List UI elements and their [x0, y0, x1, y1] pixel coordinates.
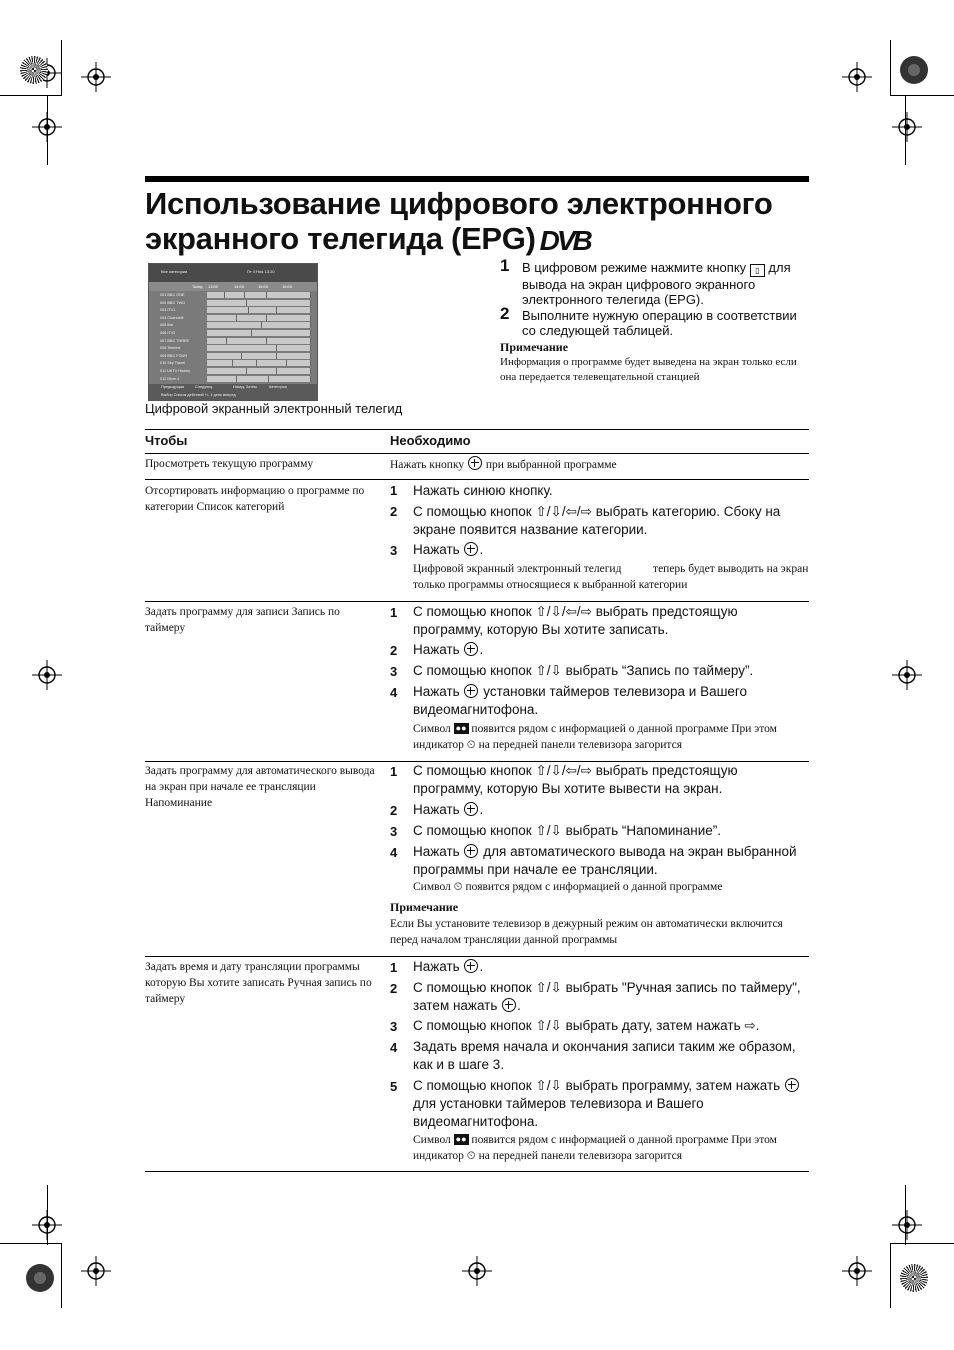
- epg-program-cell: [207, 300, 247, 306]
- text: появится рядом с информацией о данной программе При этом индикатор: [413, 1134, 777, 1162]
- epg-header: [149, 264, 317, 282]
- text: Нажать: [413, 959, 460, 974]
- step-text: [413, 843, 809, 879]
- step-text: С помощью кнопок ⇧/⇩ выбрать дату, затем нажать ⇨.: [413, 1018, 760, 1033]
- epg-program-cell: [247, 368, 277, 374]
- step-text: для вывода на экран цифрового экранного электронного телегида (EPG).: [522, 260, 791, 307]
- step-number: 2: [390, 643, 398, 658]
- step-number: 4: [390, 685, 398, 700]
- step-text: Нажать синюю кнопку.: [413, 483, 553, 498]
- epg-program-cell: [225, 292, 245, 298]
- note-text: Если Вы установите телевизор в дежурный режим он автоматически включится перед началом трансляции данной программы: [390, 918, 783, 946]
- step-number: 5: [390, 1079, 398, 1094]
- record-symbol-icon: ●●: [455, 1134, 467, 1144]
- text: Символ: [413, 1134, 451, 1146]
- text: при выбранной программе: [485, 459, 617, 471]
- step-text: Задать время начала и окончания записи таким же образом, как и в шаге 3.: [413, 1039, 796, 1072]
- note-heading: Примечание: [500, 340, 569, 354]
- epg-time-row: [149, 282, 317, 291]
- epg-channel-row: [149, 345, 317, 352]
- epg-channel-name: 011 UKTV History: [160, 369, 191, 373]
- text: Нажать: [413, 642, 460, 657]
- epg-category-btn: Категория: [269, 385, 287, 389]
- intro-step-1: [522, 260, 812, 307]
- figure-caption: Цифровой экранный электронный телегид: [145, 401, 403, 416]
- epg-program-cell: [262, 322, 311, 328]
- step-subtext: [413, 721, 809, 753]
- table-header-action: Необходимо: [390, 433, 471, 448]
- epg-today: Today: [192, 284, 203, 289]
- step-number: 3: [390, 824, 398, 839]
- table-rule: [145, 479, 809, 480]
- ok-button-icon: [468, 456, 482, 470]
- ok-button-icon: [502, 998, 516, 1012]
- epg-footer: [149, 384, 317, 400]
- color-bar-rosette: [26, 1264, 54, 1292]
- registration-mark: [842, 1256, 872, 1286]
- epg-program-cell: [267, 338, 311, 344]
- text: С помощью кнопок ⇧/⇩ выбрать программу, затем нажать: [413, 1078, 781, 1093]
- registration-mark: [462, 1256, 492, 1286]
- epg-program-cell: [207, 307, 249, 313]
- epg-program-cell: [247, 300, 311, 306]
- step-number: 3: [390, 664, 398, 679]
- registration-mark: [892, 660, 922, 690]
- row-goal: Задать программу для автоматического вывода на экран при начале ее трансляции Напоминание: [145, 765, 375, 809]
- step-text: С помощью кнопок ⇧/⇩ выбрать “Напоминание”.: [413, 823, 721, 838]
- guide-button-icon: ▯: [750, 264, 765, 277]
- epg-select-line: Выбор Список действий +/- 1 день вперед: [161, 393, 236, 397]
- text: появится рядом с информацией о данной программе При этом индикатор: [413, 723, 777, 751]
- step-text: В цифровом режиме нажмите кнопку: [522, 260, 747, 275]
- step-subtext: [413, 1132, 809, 1164]
- step-text: Нажать .: [413, 642, 484, 657]
- epg-program-cell: [207, 368, 247, 374]
- table-rule: [145, 956, 809, 957]
- ok-button-icon: [464, 802, 478, 816]
- epg-category: Все категории: [161, 269, 188, 274]
- epg-program-cell: [207, 322, 262, 328]
- epg-channel-row: [149, 360, 317, 367]
- epg-program-cell: [277, 368, 311, 374]
- color-bar-rosette: [900, 1264, 928, 1292]
- epg-channel-name: 004 Channel4: [160, 315, 184, 320]
- epg-program-cell: [207, 353, 242, 359]
- text: Нажать: [413, 844, 460, 859]
- step-text: С помощью кнопок ⇧/⇩ выбрать “Запись по таймеру”.: [413, 663, 754, 678]
- text: С помощью кнопок ⇧/⇩ выбрать "Ручная запись по таймеру", затем нажать: [413, 980, 801, 1013]
- step-number: 2: [390, 981, 398, 996]
- text: теперь будет выводить на экран только программы относящиеся к выбранной категории: [413, 563, 809, 591]
- step-number: 4: [390, 845, 398, 860]
- dvb-logo: DVB: [539, 225, 590, 257]
- step-text: С помощью кнопок ⇧/⇩ выбрать "Ручная запись по таймеру", затем нажать .: [413, 980, 801, 1013]
- step-text: Нажать .: [413, 542, 484, 557]
- step-text: Нажать .: [413, 802, 484, 817]
- text: Символ: [413, 723, 451, 735]
- epg-program-cell: [267, 315, 311, 321]
- text: Нажать кнопку: [390, 459, 465, 471]
- step-number: 2: [390, 803, 398, 818]
- timer-indicator-icon: ⏲: [466, 1150, 476, 1162]
- table-header-goal: Чтобы: [145, 433, 188, 448]
- color-bar-rosette: [20, 56, 48, 84]
- epg-back: Назад, Затем: [233, 385, 257, 389]
- epg-program-cell: [267, 292, 311, 298]
- text: для автоматического вывода на экран выбранной программы при начале ее трансляции.: [413, 844, 797, 877]
- registration-mark: [892, 1210, 922, 1240]
- step-text: [413, 683, 809, 719]
- epg-channel-name: 008 Teletext: [160, 346, 181, 351]
- row-goal: Задать время и дату трансляции программы которую Вы хотите записать Ручная запись по таймеру: [145, 961, 372, 1005]
- epg-program-cell: [207, 345, 277, 351]
- step-number: 2: [500, 304, 510, 323]
- epg-program-cell: [252, 330, 311, 336]
- text: Цифровой экранный электронный телегид: [413, 563, 622, 575]
- table-rule: [145, 453, 809, 454]
- epg-channel-name: 005 five: [160, 323, 174, 328]
- row-goal: Отсортировать информацию о программе по категории Список категорий: [145, 485, 365, 513]
- epg-channel-row: [149, 368, 317, 375]
- step-text: С помощью кнопок ⇧/⇩/⇦/⇨ выбрать категорию. Сбоку на экране появится название категории.: [413, 504, 781, 537]
- epg-next: Следующ.: [195, 385, 214, 389]
- epg-program-cell: [277, 307, 311, 313]
- registration-mark: [892, 112, 922, 142]
- registration-mark: [32, 660, 62, 690]
- epg-program-cell: [207, 330, 252, 336]
- ok-button-icon: [785, 1078, 799, 1092]
- epg-channel-row: [149, 307, 317, 314]
- epg-channel-row: [149, 353, 317, 360]
- epg-program-cell: [237, 315, 267, 321]
- text: на передней панели телевизора загорится: [478, 739, 682, 751]
- step-text: С помощью кнопок ⇧/⇩/⇦/⇨ выбрать предстоящую программу, которую Вы хотите вывести на экран.: [413, 763, 738, 796]
- epg-program-cell: [207, 315, 237, 321]
- step-number: 1: [390, 605, 398, 620]
- row-action: [390, 456, 809, 473]
- epg-program-cell: [207, 292, 225, 298]
- text: Нажать: [413, 684, 460, 699]
- row-goal: Просмотреть текущую программу: [145, 458, 314, 470]
- epg-channel-name: 009 BBC FOUR: [160, 353, 188, 358]
- epg-channel-row: [149, 330, 317, 337]
- epg-program-cell: [237, 376, 269, 382]
- epg-program-cell: [245, 292, 267, 298]
- step-text: Нажать .: [413, 959, 484, 974]
- epg-program-cell: [277, 345, 311, 351]
- epg-program-cell: [227, 338, 267, 344]
- step-number: 3: [390, 1019, 398, 1034]
- epg-channel-name: 003 ITV1: [160, 308, 176, 313]
- step-number: 3: [390, 543, 398, 558]
- epg-program-cell: [277, 353, 311, 359]
- intro-step-2: Выполните нужную операцию в соответствии со следующей таблицей.: [522, 308, 797, 338]
- step-number: 1: [390, 764, 398, 779]
- ok-button-icon: [464, 959, 478, 973]
- epg-program-cell: [207, 360, 233, 366]
- title-line-2: экранного телегида (EPG): [145, 221, 536, 256]
- epg-channel-row: [149, 300, 317, 307]
- table-rule: [145, 601, 809, 602]
- title-rule: [145, 176, 809, 182]
- epg-prev: Предыдущая: [161, 385, 185, 389]
- epg-time: 16:00: [282, 284, 293, 289]
- text: на передней панели телевизора загорится: [478, 1150, 682, 1162]
- step-subtext: [413, 561, 809, 593]
- ok-button-icon: [464, 542, 478, 556]
- page-title: [145, 186, 809, 258]
- epg-program-cell: [207, 338, 227, 344]
- registration-mark: [81, 1256, 111, 1286]
- epg-channel-row: [149, 292, 317, 299]
- row-goal: Задать программу для записи Запись по таймеру: [145, 606, 340, 634]
- table-rule: [145, 1171, 809, 1172]
- epg-channel-name: 012 More 4: [160, 376, 180, 381]
- step-subtext: Символ ⏲ появится рядом с информацией о данной программе: [413, 881, 723, 893]
- epg-program-cell: [207, 376, 237, 382]
- epg-channel-name: 006 ITV2: [160, 331, 176, 335]
- epg-channel-name: 010 Sky Travel: [160, 361, 186, 366]
- epg-program-cell: [249, 307, 277, 313]
- ok-button-icon: [464, 844, 478, 858]
- table-top-rule: [145, 429, 809, 430]
- note-text: Информация о программе будет выведена на экран только если она передается телевещательной станцией: [500, 356, 797, 383]
- note-heading: Примечание: [390, 900, 459, 914]
- registration-mark: [81, 62, 111, 92]
- epg-channel-row: [149, 338, 317, 345]
- text: Нажать: [413, 542, 460, 557]
- registration-mark: [842, 62, 872, 92]
- color-bar-rosette: [900, 56, 928, 84]
- step-number: 2: [390, 504, 398, 519]
- timer-indicator-icon: ⏲: [466, 739, 476, 751]
- epg-channel-row: [149, 322, 317, 329]
- ok-button-icon: [464, 684, 478, 698]
- text: установки таймеров телевизора и Вашего видеомагнитофона.: [413, 684, 748, 717]
- epg-time: 13:00: [208, 284, 219, 289]
- step-text: С помощью кнопок ⇧/⇩/⇦/⇨ выбрать предстоящую программу, которую Вы хотите записать.: [413, 604, 738, 637]
- epg-channel-name: 001 BBC ONE: [160, 293, 185, 297]
- epg-program-cell: [242, 353, 277, 359]
- epg-channel-name: 007 BBC THREE: [160, 338, 190, 343]
- epg-program-cell: [287, 360, 311, 366]
- ok-button-icon: [464, 642, 478, 656]
- epg-program-cell: [269, 376, 311, 382]
- epg-time: 14:00: [234, 284, 245, 289]
- step-text: [413, 1077, 809, 1131]
- step-number: 1: [390, 483, 398, 498]
- step-number: 1: [390, 960, 398, 975]
- title-line-1: Использование цифрового электронного: [145, 186, 773, 221]
- epg-program-cell: [233, 360, 257, 366]
- epg-datetime: Пт 4 Ноя 13:20: [247, 269, 275, 274]
- epg-program-cell: [257, 360, 287, 366]
- epg-channel-row: [149, 376, 317, 383]
- epg-time: 15:00: [258, 284, 269, 289]
- step-number: 1: [500, 256, 510, 275]
- epg-screenshot: [148, 263, 318, 401]
- step-number: 4: [390, 1040, 398, 1055]
- epg-channel-name: 002 BBC TWO: [160, 300, 186, 305]
- record-symbol-icon: ●●: [455, 723, 467, 733]
- text: Нажать: [413, 802, 460, 817]
- text: для установки таймеров телевизора и Вашего видеомагнитофона.: [413, 1096, 704, 1129]
- epg-channel-row: [149, 315, 317, 322]
